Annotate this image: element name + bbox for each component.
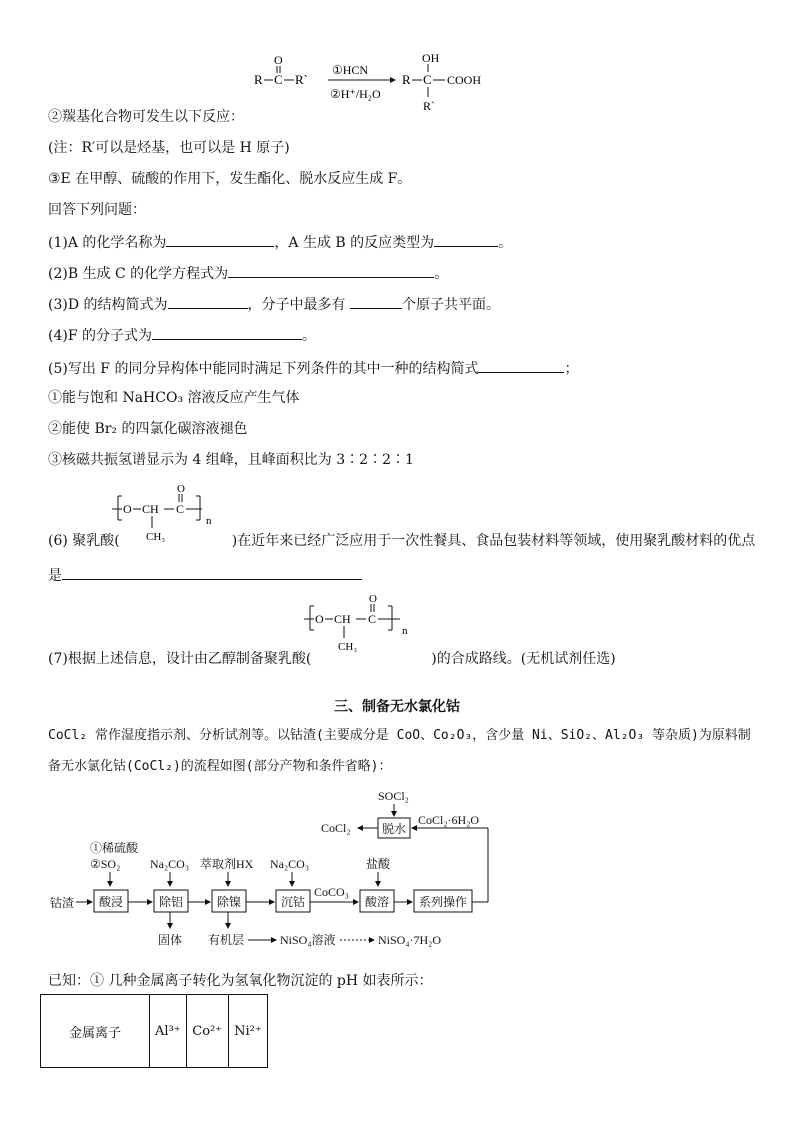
box-acid-leach: 酸浸 — [99, 895, 124, 909]
socl2-label: SOCl₂ — [378, 789, 409, 803]
hcl-label: 盐酸 — [366, 857, 391, 871]
poly-ch: CH — [142, 502, 159, 516]
question-4: (4)F 的分子式为 。 — [48, 325, 316, 345]
box-remove-al: 除铝 — [159, 895, 184, 909]
condition-2: ②能使 Br₂ 的四氯化碳溶液褪色 — [48, 421, 248, 437]
rhs-cooh: COOH — [447, 73, 482, 87]
organic-layer: 有机层 — [208, 933, 245, 947]
poly-ch3: CH₃ — [146, 531, 166, 543]
question-7: (7)根据上述信息，设计由乙醇制备聚乳酸( )的合成路线。(无机试剂任选) — [48, 651, 616, 667]
intro-paragraph-2: 备无水氯化钴(CoCl₂)的流程如图(部分产物和条件省略)： — [48, 759, 392, 774]
question-1: (1)A 的化学名称为 ，A 生成 B 的反应类型为 。 — [48, 232, 512, 252]
answer-prompt: 回答下列问题： — [48, 202, 146, 218]
carbonyl-reaction-scheme — [240, 52, 500, 122]
extractant: 萃取剂HX — [200, 857, 254, 871]
rhs-r2: R` — [423, 99, 435, 113]
ion-ni: Ni²⁺ — [228, 995, 267, 1068]
na2co3-a: Na₂CO₃ — [150, 857, 190, 871]
hydrate-label: CoCl₂·6H₂O — [418, 813, 480, 827]
reagent-2: ②H⁺/H₂O — [330, 87, 381, 101]
box-acid-dissolve: 酸溶 — [365, 895, 390, 909]
question-3: (3)D 的结构简式为 ，分子中最多有 个原子共平面。 — [48, 294, 500, 314]
poly-n: n — [206, 515, 212, 527]
ion-al: Al³⁺ — [150, 995, 187, 1068]
question-2: (2)B 生成 C 的化学方程式为 。 — [48, 263, 448, 283]
question-6: (6) 聚乳酸( )在近年来已经广泛应用于一次性餐具、食品包装材料等领域，使用聚乳酸材料的优点 — [48, 533, 756, 549]
lhs-o: O — [274, 53, 283, 67]
question-5: (5)写出 F 的同分异构体中能同时满足下列条件的其中一种的结构简式 ； — [48, 358, 578, 378]
note-carbonyl: ②羰基化合物可发生以下反应： — [48, 109, 244, 125]
box-dehydrate: 脱水 — [382, 822, 407, 836]
intro-paragraph-1: CoCl₂ 常作湿度指示剂、分析试剂等。以钴渣(主要成分是 CoO、Co₂O₃，含少量 Ni、SiO₂、Al₂O₃ 等杂质)为原料制 — [48, 728, 751, 743]
niso4-solution: NiSO₄溶液 — [280, 933, 336, 947]
rhs-c: C — [423, 72, 432, 87]
niso4-hydrate: NiSO₄·7H₂O — [378, 933, 442, 947]
solid-residue: 固体 — [158, 933, 183, 947]
ion-co: Co²⁺ — [186, 995, 228, 1068]
coco3-label: CoCO₃ — [314, 885, 349, 899]
svg-text:CH: CH — [334, 612, 351, 626]
cobalt-slag: 钴渣 — [50, 896, 75, 910]
acid-reagent-1: ①稀硫酸 — [90, 841, 139, 855]
svg-text:C: C — [368, 612, 377, 626]
process-flow-diagram — [48, 782, 508, 952]
section-heading: 三、制备无水氯化钴 — [334, 699, 460, 715]
note-r-prime: (注：R′可以是烃基，也可以是 H 原子) — [48, 140, 290, 156]
lhs-r2: R` — [295, 72, 308, 87]
lhs-r: R — [254, 72, 263, 87]
known-statement: 已知：① 几种金属离子转化为氢氧化物沉淀的 pH 如表所示： — [48, 973, 433, 989]
na2co3-b: Na₂CO₃ — [270, 857, 310, 871]
box-remove-ni: 除镍 — [217, 895, 242, 909]
rhs-r: R — [402, 72, 411, 87]
svg-text:CH₃: CH₃ — [338, 641, 358, 653]
poly-c: C — [176, 502, 185, 516]
question-6-blank: 是 — [48, 565, 362, 585]
lhs-c: C — [274, 72, 283, 87]
precipitation-ph-table — [40, 994, 268, 1068]
poly-o: O — [123, 502, 132, 516]
condition-3: ③核磁共振氢谱显示为 4 组峰，且峰面积比为 3∶2∶2∶1 — [48, 452, 414, 468]
rhs-oh: OH — [422, 52, 440, 65]
acid-reagent-2: ②SO₂ — [90, 857, 121, 871]
condition-1: ①能与饱和 NaHCO₃ 溶液反应产生气体 — [48, 390, 300, 406]
svg-text:n: n — [402, 625, 408, 637]
poly-co: O — [177, 484, 185, 495]
cocl2-product: CoCl₂ — [321, 821, 351, 835]
box-precipitate-co: 沉钴 — [281, 895, 306, 909]
row-header-metal-ion: 金属离子 — [41, 995, 150, 1068]
note-e-to-f: ③E 在甲醇、硫酸的作用下，发生酯化、脱水反应生成 F。 — [48, 171, 412, 187]
svg-text:O: O — [369, 594, 377, 605]
svg-text:O: O — [315, 612, 324, 626]
reagent-1: ①HCN — [332, 63, 369, 77]
polylactic-acid-structure-2 — [304, 594, 424, 656]
box-series-ops: 系列操作 — [419, 895, 468, 909]
